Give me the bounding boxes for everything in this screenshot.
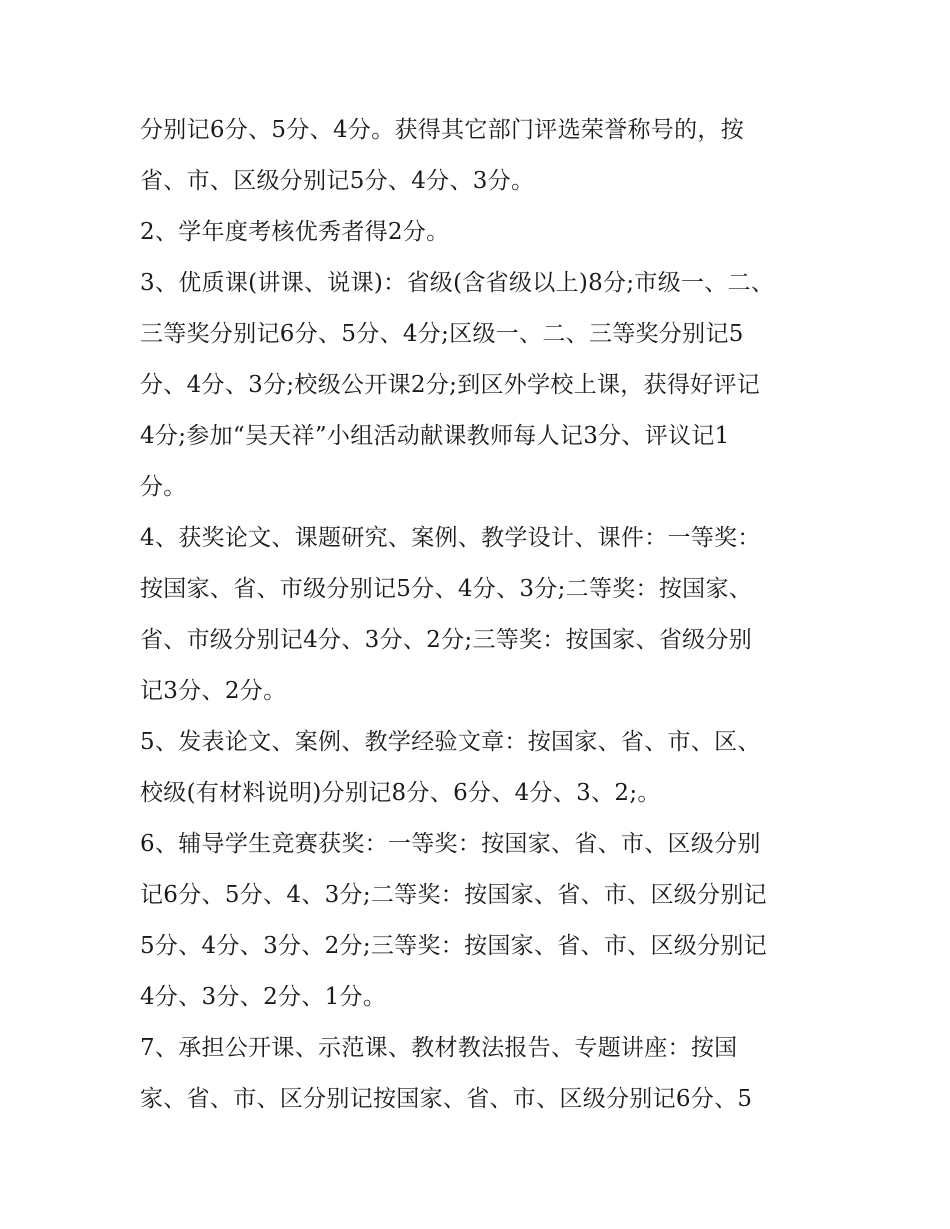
text-line: 2、学年度考核优秀者得2分。 [140, 219, 450, 245]
text-line: 4、获奖论文、课题研究、案例、教学设计、课件：一等奖： [140, 525, 761, 551]
text-line: 分、4分、3分;校级公开课2分;到区外学校上课，获得好评记 [140, 372, 761, 398]
text-line: 分别记6分、5分、4分。获得其它部门评选荣誉称号的，按 [140, 117, 744, 143]
text-line: 记3分、2分。 [140, 678, 287, 704]
text-line: 三等奖分别记6分、5分、4分;区级一、二、三等奖分别记5 [140, 321, 744, 347]
text-line: 家、省、市、区分别记按国家、省、市、区级分别记6分、5 [140, 1086, 753, 1112]
text-line: 5、发表论文、案例、教学经验文章：按国家、省、市、区、 [140, 729, 761, 755]
text-line: 省、市、区级分别记5分、4分、3分。 [140, 168, 535, 194]
text-line: 3、优质课(讲课、说课)：省级(含省级以上)8分;市级一、二、 [140, 270, 775, 296]
text-line: 4分;参加“吴天祥”小组活动献课教师每人记3分、评议记1 [140, 423, 730, 449]
text-line: 校级(有材料说明)分别记8分、6分、4分、3、2;。 [140, 780, 661, 806]
text-line: 按国家、省、市级分别记5分、4分、3分;二等奖：按国家、 [140, 576, 753, 602]
text-line: 分。 [140, 474, 187, 500]
document-body [140, 105, 820, 1125]
text-line: 4分、3分、2分、1分。 [140, 984, 387, 1010]
text-line: 5分、4分、3分、2分;三等奖：按国家、省、市、区级分别记 [140, 933, 767, 959]
text-line: 省、市级分别记4分、3分、2分;三等奖：按国家、省级分别 [140, 627, 753, 653]
text-line: 6、辅导学生竞赛获奖：一等奖：按国家、省、市、区级分别 [140, 831, 761, 857]
text-line: 记6分、5分、4、3分;二等奖：按国家、省、市、区级分别记 [140, 882, 767, 908]
text-line: 7、承担公开课、示范课、教材教法报告、专题讲座：按国 [140, 1035, 738, 1061]
